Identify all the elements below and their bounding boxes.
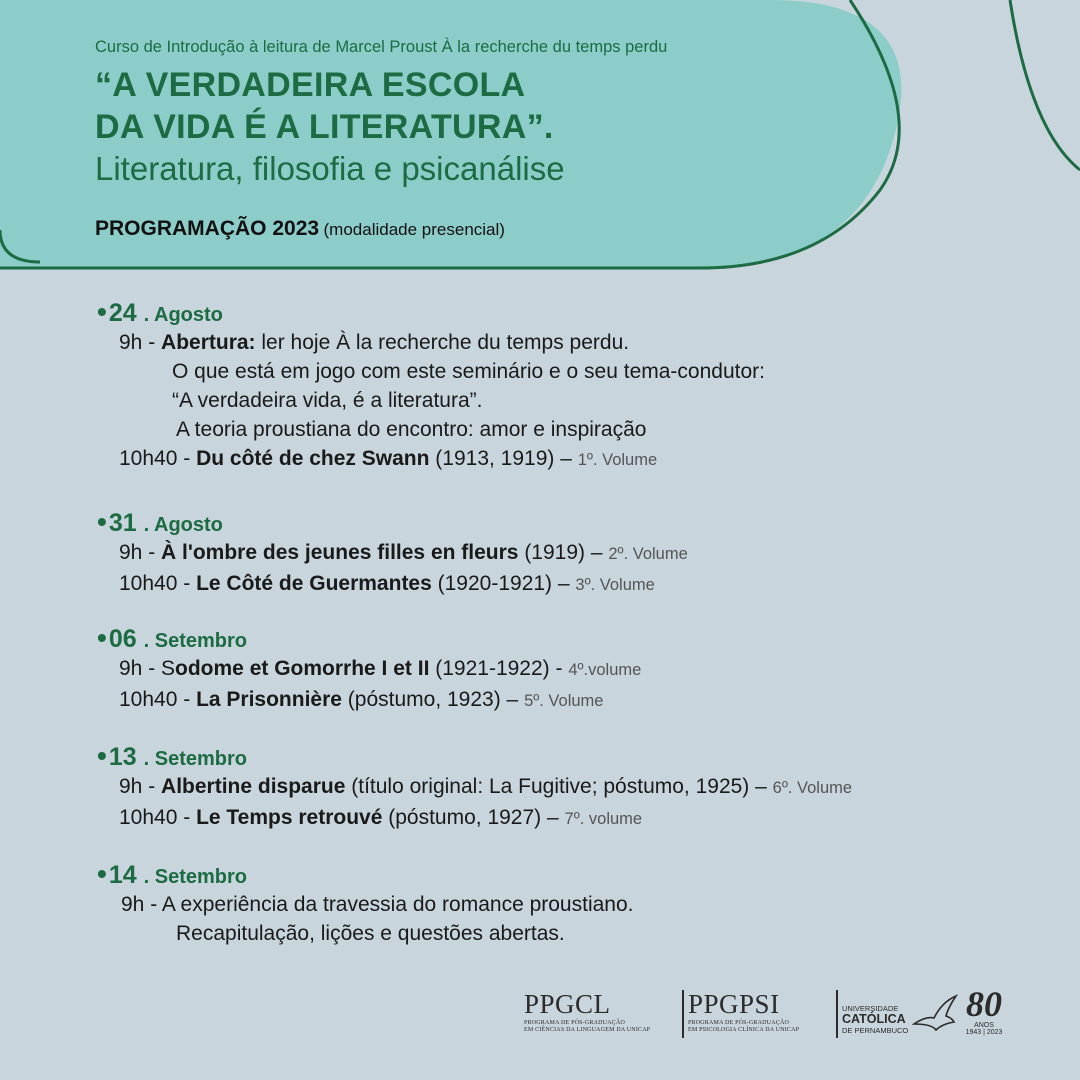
page-subtitle: Literatura, filosofia e psicanálise [95,150,565,187]
schedule-row: “A verdadeira vida, é a literatura”. [172,389,483,412]
volume-label: 1º. Volume [577,451,658,469]
logo-unicap [842,1004,908,1035]
program-title: PROGRAMAÇÃO 2023 [95,217,320,240]
schedule-row [97,569,688,600]
divider [836,990,838,1038]
schedule-row [97,772,852,803]
date-month: . Setembro [143,630,247,652]
time: 9h - S [119,657,176,680]
volume-label: 3º. Volume [575,576,655,594]
session-text: (1919) – [518,541,609,564]
logo-line-1: PROGRAMA DE PÓS-GRADUAÇÃO [524,1020,626,1026]
anniversary-years: 1943 | 2023 [965,1029,1003,1036]
session-text: (1921-1922) - [429,657,569,680]
dove-icon [912,994,958,1034]
schedule-row: A teoria proustiana do encontro: amor e inspiração [176,418,647,441]
session-title: Albertine disparue [161,775,346,798]
date-day: 13 [108,743,137,771]
schedule-row [97,328,765,357]
logo-ppgcl [524,989,650,1034]
course-subtitle: Curso de Introdução à leitura de Marcel Proust À la recherche du temps perdu [95,38,668,56]
date-day: 31 [108,509,137,537]
time: 10h40 - [119,572,197,595]
bullet: • [97,858,107,889]
session-title: odome et Gomorrhe I et II [175,657,430,680]
date-day: 14 [108,861,137,889]
time: 10h40 - [119,688,197,711]
volume-label: 2º. Volume [608,545,688,563]
schedule-row [97,803,852,834]
date-day: 06 [108,625,137,653]
time: 9h - [119,331,162,354]
logo-line-2: CATÓLICA [842,1012,906,1026]
date-month: . Agosto [143,304,223,326]
logo-name: PPGPSI [688,989,780,1019]
schedule-day-13-setembro [97,740,852,834]
session-text: (póstumo, 1923) – [341,688,525,711]
bullet: • [97,506,107,537]
bullet: • [97,296,107,327]
session-text: (título original: La Fugitive; póstumo, 1925) – [345,775,773,798]
schedule-row: Recapitulação, lições e questões abertas. [176,922,565,945]
volume-label: 4º.volume [568,661,642,679]
volume-label: 5º. Volume [524,692,604,710]
session-text: A experiência da travessia do romance proustiano. [161,893,634,916]
session-text: (póstumo, 1927) – [382,806,565,829]
session-title: Le Côté de Guermantes [196,572,432,595]
date-heading [97,622,641,654]
time: 9h - [119,541,162,564]
schedule-row [97,685,641,716]
session-text: (1913, 1919) – [429,447,578,470]
program-heading [95,217,505,241]
date-month: . Setembro [143,866,247,888]
schedule-row [97,654,641,685]
logo-line-1: PROGRAMA DE PÓS-GRADUAÇÃO [688,1020,790,1026]
schedule-day-06-setembro [97,622,641,716]
volume-label: 6º. Volume [772,779,853,797]
session-title: Du côté de chez Swann [196,447,430,470]
schedule-row: O que está em jogo com este seminário e o seu tema-condutor: [172,360,765,383]
logo-line-1: UNIVERSIDADE [842,1004,899,1013]
time: 10h40 - [119,806,197,829]
bullet: • [97,740,107,771]
anniversary-number: 80 [966,984,1002,1024]
schedule-day-31-agosto [97,506,688,600]
title-line-2: DA VIDA É A LITERATURA”. [95,108,554,146]
logo-line-3: DE PERNAMBUCO [842,1026,909,1035]
date-heading [97,506,688,538]
schedule-row [97,890,633,919]
logo-name: PPGCL [524,989,611,1019]
anniversary-badge [960,986,1008,1041]
session-title: La Prisonnière [196,688,342,711]
session-text: (1920-1921) – [431,572,576,595]
logo-line-2: EM CIÊNCIAS DA LINGUAGEM DA UNICAP [524,1027,651,1033]
page-title [95,64,554,148]
schedule-row [97,538,688,569]
date-month: . Agosto [143,514,223,536]
time: 9h - [121,893,162,916]
schedule-day-24-agosto [97,296,765,475]
date-day: 24 [108,299,137,327]
footer-logos [520,984,1010,1044]
title-line-1: “A VERDADEIRA ESCOLA [95,66,526,104]
bullet: • [97,622,107,653]
schedule-row [97,444,765,475]
right-arc-line [1010,0,1080,170]
date-heading [97,296,765,328]
time: 10h40 - [119,447,197,470]
date-month: . Setembro [143,748,247,770]
session-title: Abertura: [161,331,256,354]
volume-label: 7º. volume [564,810,643,828]
divider [682,990,684,1038]
logo-ppgpsi [688,989,799,1034]
date-heading [97,740,852,772]
session-title: À l'ombre des jeunes filles en fleurs [161,541,519,564]
program-mode: (modalidade presencial) [323,220,505,239]
time: 9h - [119,775,162,798]
schedule-day-14-setembro [97,858,633,948]
session-text: ler hoje À la recherche du temps perdu. [255,331,630,354]
date-heading [97,858,633,890]
anniversary-suffix: ANOS [974,1022,994,1029]
logo-line-2: EM PSICOLOGIA CLÍNICA DA UNICAP [688,1027,800,1033]
session-title: Le Temps retrouvé [196,806,383,829]
